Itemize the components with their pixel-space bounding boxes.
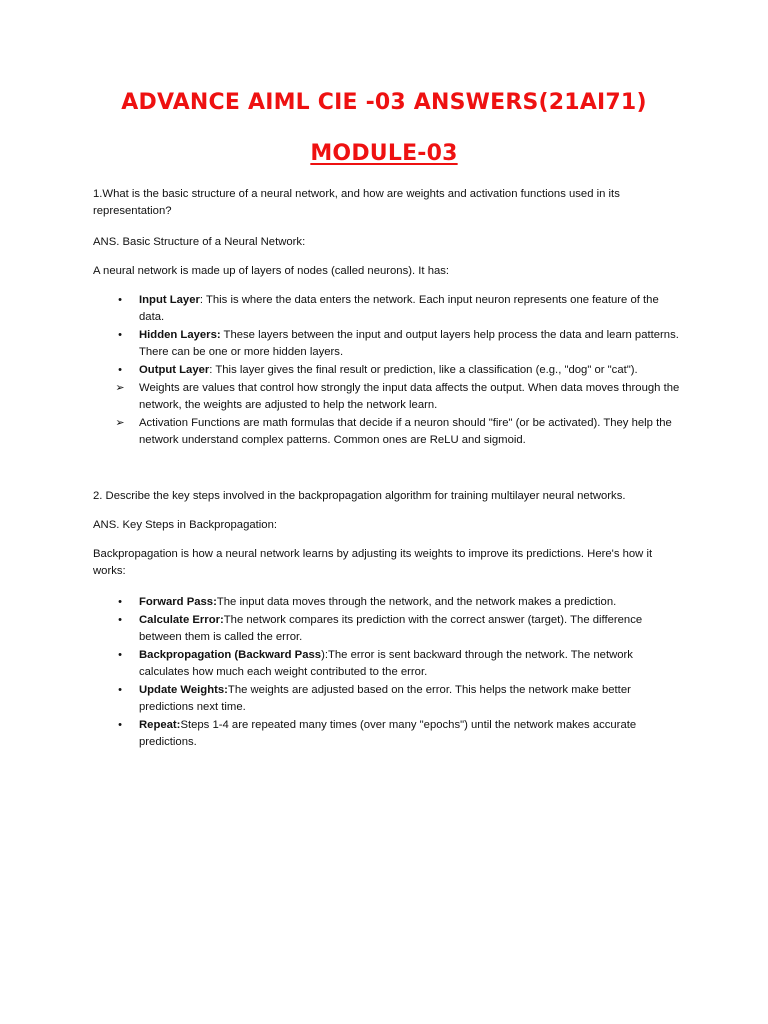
bullet-icon: • (118, 683, 122, 696)
list-item-text: The network compares its prediction with the correct answer (target). The difference between them is called the error. (139, 613, 643, 644)
list-item (93, 327, 683, 362)
list-item (93, 415, 683, 450)
list-item-text: The weights are adjusted based on the error. This helps the network make better predictions next time. (139, 683, 631, 714)
list-item-term: Input Layer (139, 294, 200, 306)
list-item-text: : This is where the data enters the network. Each input neuron represents one feature of the data. (139, 294, 659, 324)
list-item-text: The input data moves through the network, and the network makes a prediction. (216, 596, 617, 608)
bullet-icon: • (118, 613, 122, 626)
bullet-icon: • (118, 329, 122, 342)
answer-1-list (93, 292, 683, 450)
question-2: 2. Describe the key steps involved in the backpropagation algorithm for training multilayer neural networks. (93, 490, 626, 502)
list-item (93, 380, 683, 415)
bullet-icon: • (118, 648, 122, 661)
list-item (93, 612, 683, 647)
list-item-text: These layers between the input and output layers help process the data and learn patterns. There can be one or more hidden layers. (139, 329, 679, 359)
list-item-text: Activation Functions are math formulas that decide if a neuron should "fire" (or be activated). They help the network understand complex patterns. Common ones are ReLU and sigmoid. (139, 417, 672, 447)
list-item (93, 682, 683, 717)
list-item-term: Forward Pass: (139, 596, 217, 608)
arrow-bullet-icon: ➢ (115, 417, 125, 430)
answer-1-heading: ANS. Basic Structure of a Neural Network: (93, 236, 306, 248)
module-heading: MODULE-03 (310, 141, 458, 166)
list-item-term: Hidden Layers: (139, 329, 221, 342)
list-item (93, 362, 683, 379)
list-item-text: Steps 1-4 are repeated many times (over many "epochs") until the network makes accurate predictions. (139, 719, 637, 749)
list-item-text: Weights are values that control how strongly the input data affects the output. When data moves through the network, the weights are adjusted to help the network learn. (139, 381, 680, 412)
list-item-term: Backpropagation (Backward Pass (139, 648, 322, 661)
list-item-term: Update Weights: (139, 683, 228, 696)
answer-2-heading: ANS. Key Steps in Backpropagation: (93, 519, 277, 531)
question-1: 1.What is the basic structure of a neural network, and how are weights and activation functions used in its representation? (93, 188, 620, 217)
bullet-icon: • (118, 719, 122, 732)
list-item-text: : This layer gives the final result or prediction, like a classification (e.g., "dog" or "cat"). (209, 364, 638, 377)
bullet-icon: • (118, 364, 122, 377)
list-item (93, 717, 683, 752)
arrow-bullet-icon: ➢ (115, 381, 125, 394)
list-item (93, 594, 683, 611)
list-item (93, 647, 683, 682)
list-item-term: Output Layer (139, 364, 210, 377)
list-item (93, 292, 683, 327)
answer-2-intro: Backpropagation is how a neural network learns by adjusting its weights to improve its predictions. Here's how it works: (93, 548, 653, 577)
list-item-term: Calculate Error: (139, 613, 224, 626)
list-item-term: Repeat: (139, 719, 181, 732)
list-item-text: ):The error is sent backward through the network. The network calculates how much each weight contributed to the error. (139, 648, 633, 679)
bullet-icon: • (118, 294, 122, 306)
answer-2-list (93, 594, 683, 752)
bullet-icon: • (118, 596, 122, 608)
document-title: ADVANCE AIML CIE -03 ANSWERS(21AI71) (121, 90, 647, 115)
answer-1-intro: A neural network is made up of layers of nodes (called neurons). It has: (93, 265, 450, 277)
